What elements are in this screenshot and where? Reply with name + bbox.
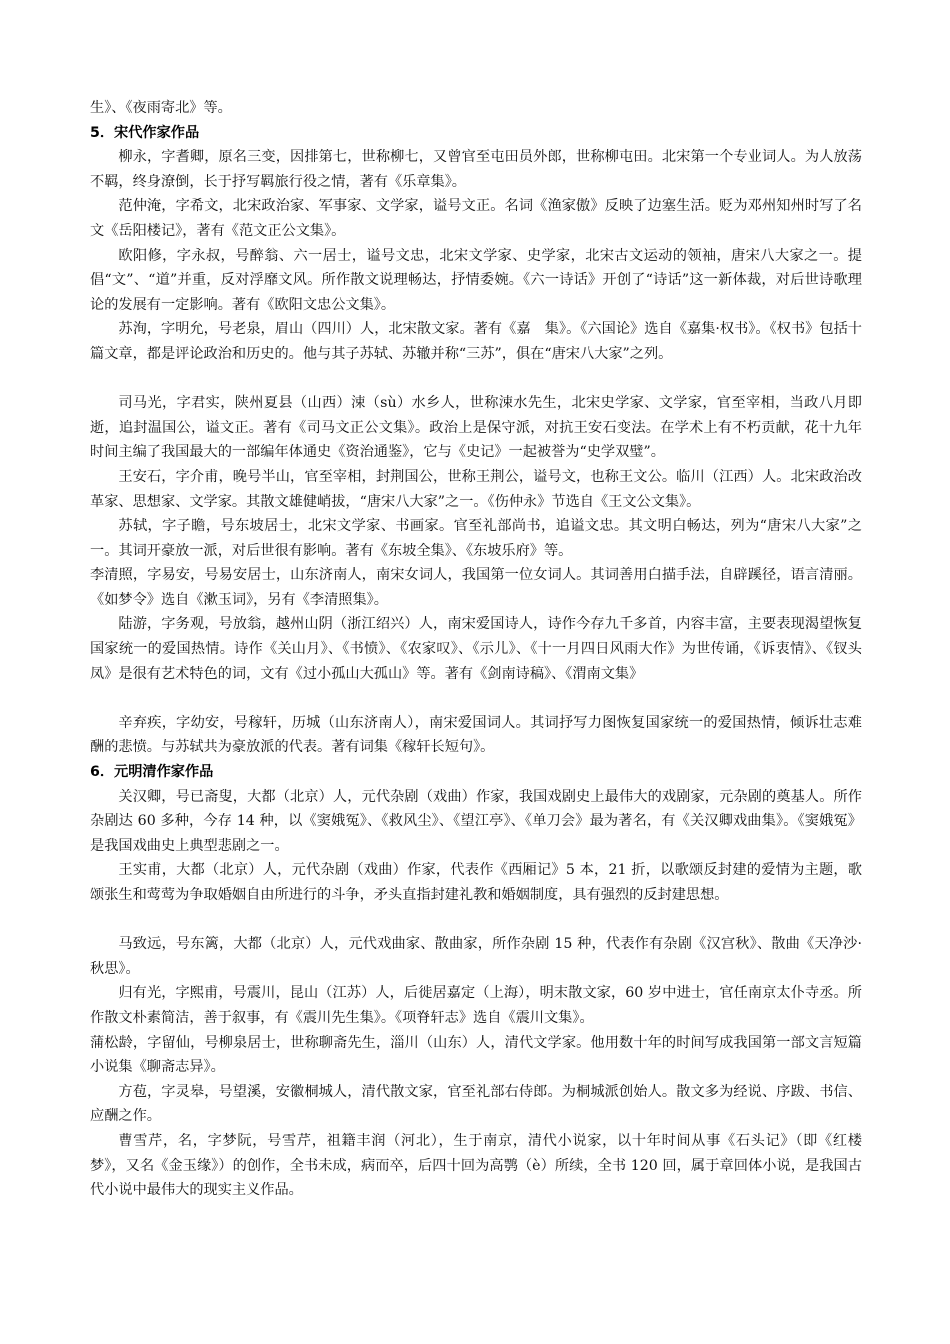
paragraph-sima-guang: 司马光，字君实，陕州夏县（山西）涑（sù）水乡人，世称涑水先生，北宋史学家、文学家，官至宰相，当政八月即逝，追封温国公，谥文正。著有《司马文正公文集》。政治上是保守派，对抗王安石变法。在学术上有不朽贡献，花十九年时间主编了我国最大的一部编年体通史《资治通鉴》，它与《史记》一起被誉为“史学双璧”。 [90, 395, 862, 461]
document-page [90, 96, 862, 1203]
section-heading-yuan-ming-qing: 6．元明清作家作品 [90, 764, 214, 781]
paragraph-su-xun: 苏洵，字明允，号老泉，眉山（四川）人，北宋散文家。著有《嘉 集》。《六国论》选自《嘉集·权书》。《权书》包括十篇文章，都是评论政治和历史的。他与其子苏轼、苏辙并称“三苏”，俱在“唐宋八大家”之列。 [90, 321, 862, 362]
paragraph-gui-youguang: 归有光，字熙甫，号震川，昆山（江苏）人，后徙居嘉定（上海），明末散文家，60 岁中进士，官任南京太仆寺丞。所作散文朴素简洁，善于叙事，有《震川先生集》。《项脊轩志》选自《震川文集》。 [90, 985, 862, 1026]
paragraph-pu-songling: 蒲松龄，字留仙，号柳泉居士，世称聊斋先生，淄川（山东）人，清代文学家。他用数十年的时间写成我国第一部文言短篇小说集《聊斋志异》。 [90, 1034, 862, 1076]
paragraph-cao-xueqin: 曹雪芹，名，字梦阮，号雪芹，祖籍丰润（河北），生于南京，清代小说家，以十年时间从事《石头记》（即《红楼梦》，又名《金玉缘》）的创作，全书未成，病而卒，后四十回为高鹗（è）所续，全书 120 回，属于章回体小说，是我国古代小说中最伟大的现实主义作品。 [90, 1132, 862, 1199]
paragraph-li-qingzhao: 李清照，字易安，号易安居士，山东济南人，南宋女词人，我国第一位女词人。其词善用白描手法，自辟蹊径，语言清丽。《如梦令》选自《漱玉词》，另有《李清照集》。 [90, 567, 862, 608]
paragraph-guan-hanqing: 关汉卿，号已斋叟，大都（北京）人，元代杂剧（戏曲）作家，我国戏剧史上最伟大的戏剧家，元杂剧的奠基人。所作杂剧达 60 多种，今存 14 种，以《窦娥冤》、《救风尘》、《望江亭》、《单刀会》最为著名，有《关汉卿戏曲集》。《窦娥冤》是我国戏曲史上典型悲剧之一。 [90, 788, 862, 854]
paragraph-gap [90, 686, 862, 711]
paragraph-wang-shifu: 王实甫，大都（北京）人，元代杂剧（戏曲）作家，代表作《西厢记》5 本，21 折，以歌颂反封建的爱情为主题，歌颂张生和莺莺为争取婚姻自由所进行的斗争，矛头直指封建礼教和婚姻制度，具有强烈的反封建思想。 [90, 862, 862, 903]
paragraph-ouyang-xiu: 欧阳修，字永叔，号醉翁、六一居士，谥号文忠，北宋文学家、史学家，北宋古文运动的领袖，唐宋八大家之一。提倡“文”、“道”并重，反对浮靡文风。所作散文说理畅达，抒情委婉。《六一诗话》开创了“诗话”这一新体裁，对后世诗歌理论的发展有一定影响。著有《欧阳文忠公文集》。 [90, 247, 862, 313]
paragraph-fang-bao: 方苞，字灵皋，号望溪，安徽桐城人，清代散文家，官至礼部右侍郎。为桐城派创始人。散文多为经说、序跋、书信、应酬之作。 [90, 1083, 862, 1125]
section-heading-song: 5．宋代作家作品 [90, 124, 200, 141]
paragraph-wang-anshi: 王安石，字介甫，晚号半山，官至宰相，封荆国公，世称王荆公，谥号文，也称王文公。临川（江西）人。北宋政治改革家、思想家、文学家。其散文雄健峭拔，“唐宋八大家”之一。《伤仲永》节选自《王文公文集》。 [90, 468, 862, 510]
paragraph-lu-you: 陆游，字务观，号放翁，越州山阴（浙江绍兴）人，南宋爱国诗人，诗作今存九千多首，内容丰富，主要表现渴望恢复国家统一的爱国热情。诗作《关山月》、《书愤》、《农家叹》、《示儿》、《十一月四日风雨大作》为世传诵，《诉衷情》、《钗头凤》是很有艺术特色的词，文有《过小孤山大孤山》等。著有《剑南诗稿》、《渭南文集》 [90, 616, 862, 682]
paragraph-xin-qiji: 辛弃疾，字幼安，号稼轩，历城（山东济南人），南宋爱国词人。其词抒写力图恢复国家统一的爱国热情，倾诉壮志难酬的悲愤。与苏轼共为豪放派的代表。著有词集《稼轩长短句》。 [90, 714, 862, 756]
paragraph-liu-yong: 柳永，字耆卿，原名三变，因排第七，世称柳七，又曾官至屯田员外郎，世称柳屯田。北宋第一个专业词人。为人放荡不羁，终身潦倒，长于抒写羁旅行役之情，著有《乐章集》。 [90, 149, 862, 190]
paragraph-gap [90, 908, 862, 933]
lead-paragraph: 生》、《夜雨寄北》等。 [90, 100, 232, 116]
paragraph-su-shi: 苏轼，字子瞻，号东坡居士，北宋文学家、书画家。官至礼部尚书，追谥文忠。其文明白畅达，列为“唐宋八大家”之一。其词开豪放一派，对后世很有影响。著有《东坡全集》、《东坡乐府》等。 [90, 518, 862, 559]
paragraph-ma-zhiyuan: 马致远，号东篱，大都（北京）人，元代戏曲家、散曲家，所作杂剧 15 种，代表作有杂剧《汉宫秋》、散曲《天净沙·秋思》。 [90, 936, 862, 977]
paragraph-fan-zhongyan: 范仲淹，字希文，北宋政治家、军事家、文学家，谥号文正。名词《渔家傲》反映了边塞生活。贬为邓州知州时写了名文《岳阳楼记》，著有《范文正公文集》。 [90, 198, 862, 239]
paragraph-gap [90, 367, 862, 392]
